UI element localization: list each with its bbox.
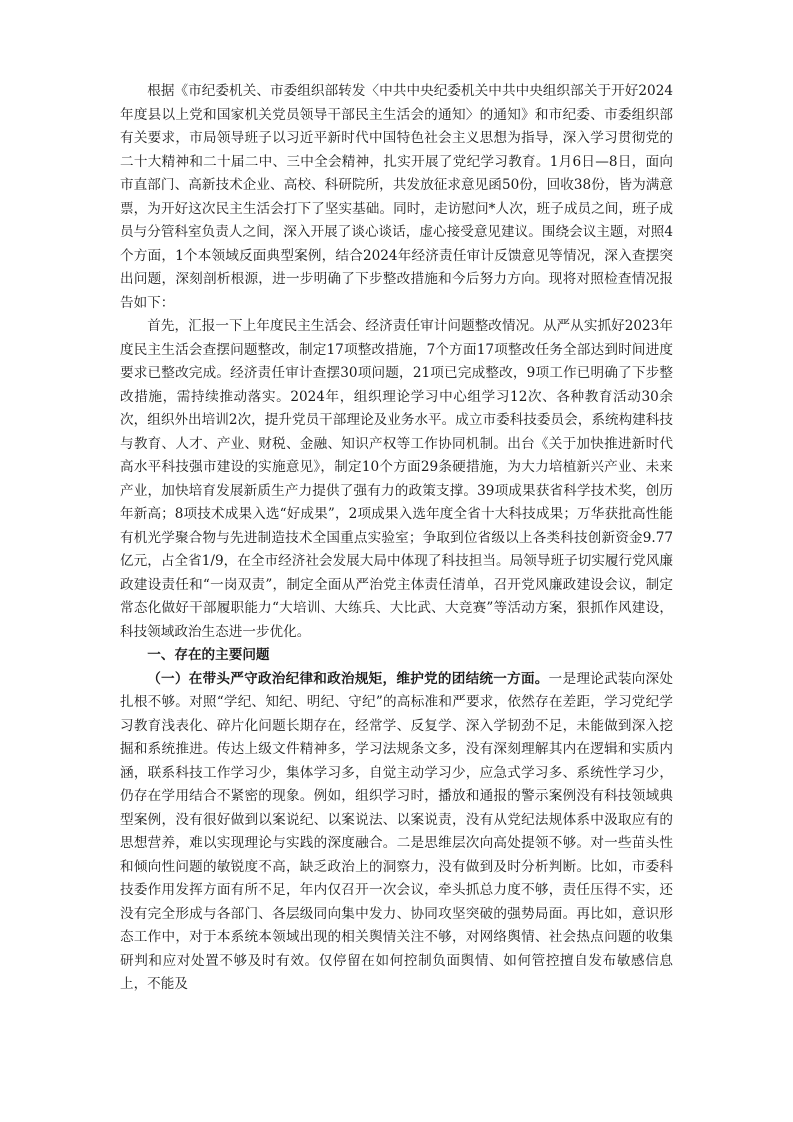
problems-text: 一是理论武装向深处扎根不够。对照“学纪、知纪、明纪、守纪”的高标准和严要求，依然存在差距，学习党纪学习教育浅表化、碎片化问题长期存在，经常学、反复学、深入学韧劲不足，未能做到深入挖掘和系统推进。传达上级文件精神多，学习法规条文多，没有深刻理解其内在逻辑和实质内涵，联系科技工作学习少，集体学习多，自觉主动学习少，应急式学习多、系统性学习少，仍存在学用结合不紧密的现象。例如，组织学习时，播放和通报的警示案例没有科技领域典型案例，没有很好做到以案说纪、以案说法、以案说责，没有从党纪法规体系中汲取应有的思想营养，难以实现理论与实践的深度融合。二是思维层次向高处提领不够。对一些苗头性和倾向性问题的敏锐度不高，缺乏政治上的洞察力，没有做到及时分析判断。比如，市委科技委作用发挥方面有所不足，年内仅召开一次会议，牵头抓总力度不够，责任压得不实，还没有完全形成与各部门、各层级同向集中发力、协同攻坚突破的强势局面。再比如，意识形态工作中，对于本系统本领域出现的相关舆情关注不够，对网络舆情、社会热点问题的收集研判和应对处置不够及时有效。仅停留在如何控制负面舆情、如何管控擅自发布敏感信息上，不能及: [120, 670, 673, 992]
sub-heading: （一）在带头严守政治纪律和政治规矩，维护党的团结统一方面。: [147, 670, 549, 687]
problems-paragraph: [120, 668, 673, 997]
intro-paragraph: 根据《市纪委机关、市委组织部转发〈中共中央纪委机关中共中央组织部关于开好2024年度县以上党和国家机关党员领导干部民主生活会的通知〉的通知》和市纪委、市委组织部有关要求，市局领导班子以习近平新时代中国特色社会主义思想为指导，深入学习贯彻党的二十大精神和二十届二中、三中全会精神，扎实开展了党纪学习教育。1月6日—8日，面向市直部门、高新技术企业、高校、科研院所，共发放征求意见函50份，回收38份，皆为满意票，为开好这次民主生活会打下了坚实基础。同时，走访慰问*人次，班子成员之间，班子成员与分管科室负责人之间，深入开展了谈心谈话，虚心接受意见建议。围绕会议主题，对照4个方面，1个本领域反面典型案例，结合2024年经济责任审计反馈意见等情况，深入查摆突出问题，深刻剖析根源，进一步明确了下步整改措施和今后努力方向。现将对照检查情况报告如下：: [120, 83, 673, 311]
review-paragraph: 首先，汇报一下上年度民主生活会、经济责任审计问题整改情况。从严从实抓好2023年度民主生活会查摆问题整改，制定17项整改措施，7个方面17项整改任务全部达到时间进度要求已整改完成。经济责任审计查摆30项问题，21项已完成整改，9项工作已明确了下步整改措施，需持续推动落实。2024年，组织理论学习中心组学习12次、各种教育活动30余次，组织外出培训2次，提升党员干部理论及业务水平。成立市委科技委员会，系统构建科技与教育、人才、产业、财税、金融、知识产权等工作协同机制。出台《关于加快推进新时代高水平科技强市建设的实施意见》，制定10个方面29条硬措施，为大力培植新兴产业、未来产业，加快培育发展新质生产力提供了强有力的政策支撑。39项成果获省科学技术奖，创历年新高；8项技术成果入选“好成果”，2项成果入选年度全省十大科技成果；万华获批高性能有机光学聚合物与先进制造技术全国重点实验室；争取到位省级以上各类科技创新资金9.77亿元，占全省1/9，在全市经济社会发展大局中体现了科技担当。局领导班子切实履行党风廉政建设责任和“一岗双责”，制定全面从严治党主体责任清单，召开党风廉政建设会议，制定常态化做好干部履职能力“大培训、大练兵、大比武、大竞赛”等活动方案，狠抓作风建设，科技领域政治生态进一步优化。: [120, 318, 673, 640]
document-page: [120, 80, 673, 997]
section-heading: 一、存在的主要问题: [147, 647, 270, 663]
